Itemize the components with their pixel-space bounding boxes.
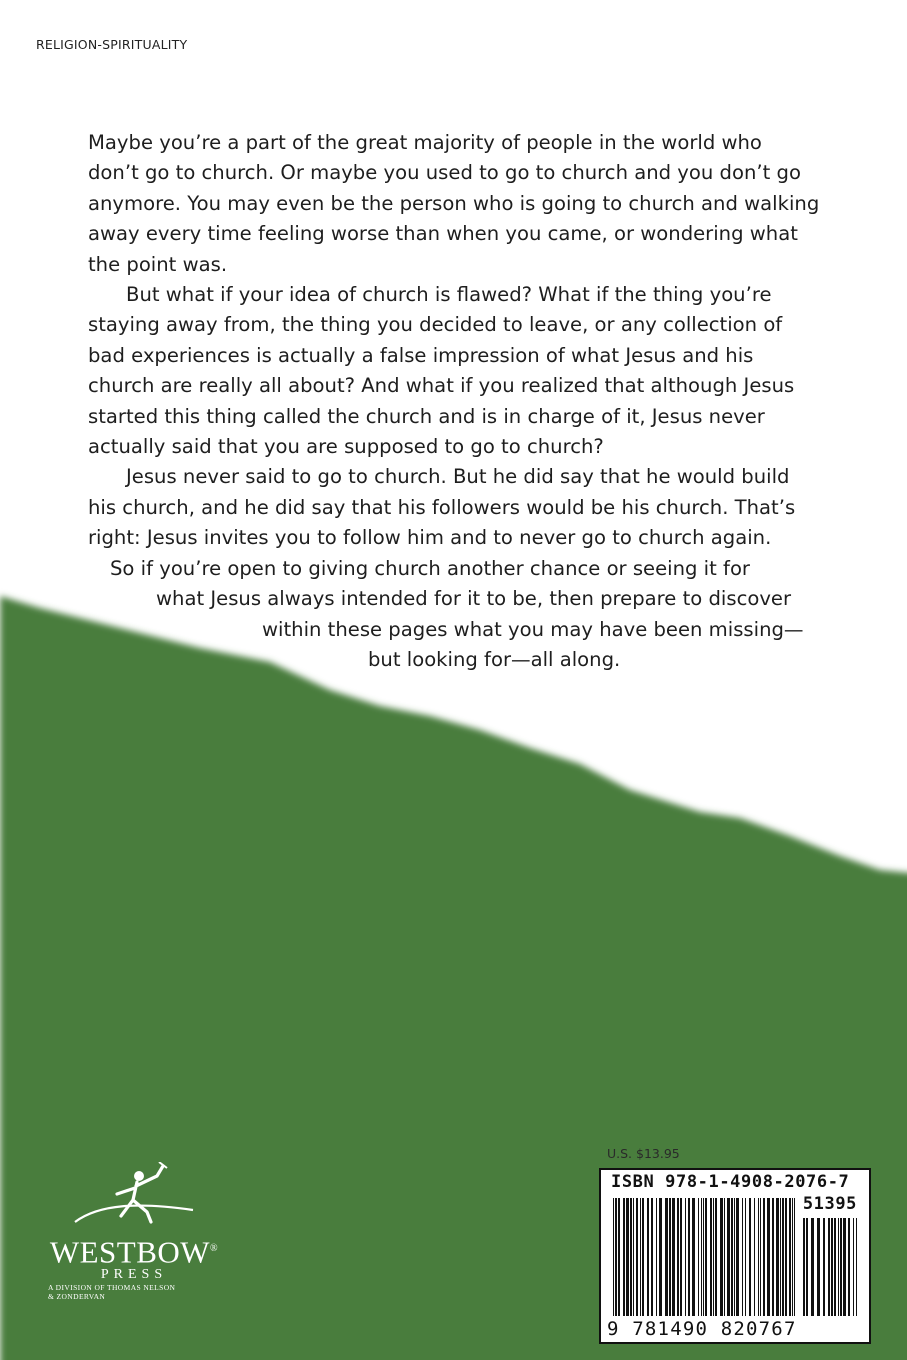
barcode-bar bbox=[640, 1198, 641, 1316]
barcode-bar bbox=[636, 1198, 638, 1316]
barcode-bar bbox=[803, 1218, 805, 1316]
figure-logo-icon bbox=[69, 1162, 199, 1230]
barcode-bar bbox=[742, 1198, 743, 1316]
blurb-closing-paragraph bbox=[88, 554, 828, 676]
barcode-bar bbox=[688, 1198, 690, 1316]
barcode-bar bbox=[789, 1198, 791, 1316]
category-label: RELIGION-SPIRITUALITY bbox=[36, 37, 188, 52]
barcode-image bbox=[609, 1198, 863, 1318]
blurb-line: away every time feeling worse than when you came, or wondering what bbox=[88, 222, 798, 246]
division-line-2: & ZONDERVAN bbox=[48, 1292, 106, 1302]
closing-line: but looking for—all along. bbox=[368, 647, 621, 671]
blurb-line: Jesus never said to go to church. But he did say that he would build bbox=[126, 465, 790, 489]
blurb-line: bad experiences is actually a false impression of what Jesus and his bbox=[88, 343, 754, 367]
barcode-bar bbox=[677, 1198, 679, 1316]
blurb-line: staying away from, the thing you decided to leave, or any collection of bbox=[88, 313, 783, 337]
barcode-bar bbox=[615, 1198, 617, 1316]
barcode-bar bbox=[749, 1198, 751, 1316]
closing-line: what Jesus always intended for it to be, then prepare to discover bbox=[156, 587, 792, 611]
barcode-bar bbox=[734, 1198, 735, 1316]
barcode-bar bbox=[623, 1198, 625, 1316]
blurb-line: his church, and he did say that his followers would be his church. That’s bbox=[88, 495, 796, 519]
closing-line: So if you’re open to giving church another chance or seeing it for bbox=[110, 556, 750, 580]
barcode-bar bbox=[792, 1198, 793, 1316]
barcode-bar bbox=[772, 1198, 774, 1316]
barcode-bar bbox=[758, 1198, 759, 1316]
barcode-bar bbox=[754, 1198, 755, 1316]
blurb-paragraph-2 bbox=[88, 280, 828, 462]
barcode-bar bbox=[703, 1198, 704, 1316]
barcode-bar bbox=[720, 1198, 723, 1316]
barcode-bar bbox=[672, 1198, 675, 1316]
barcode-bar bbox=[785, 1198, 787, 1316]
barcode-bar bbox=[630, 1198, 632, 1316]
publisher-press: PRESS bbox=[100, 1267, 168, 1283]
barcode-digits: 9 781490 820767 bbox=[607, 1318, 797, 1340]
blurb-line: anymore. You may even be the person who is going to church and walking bbox=[88, 191, 820, 215]
publisher-name-text: WESTBOW bbox=[49, 1234, 211, 1270]
barcode-bar bbox=[727, 1198, 730, 1316]
barcode-bar bbox=[692, 1198, 695, 1316]
blurb-line: Maybe you’re a part of the great majority of people in the world who bbox=[88, 131, 762, 154]
blurb-paragraph-3 bbox=[88, 462, 828, 553]
barcode-bar bbox=[713, 1198, 714, 1316]
blurb-line: the point was. bbox=[88, 252, 228, 276]
barcode-bar bbox=[618, 1198, 620, 1316]
barcode-bar bbox=[736, 1198, 739, 1316]
barcode-bar bbox=[767, 1198, 770, 1316]
barcode-bar bbox=[817, 1218, 820, 1316]
barcode-bar bbox=[848, 1218, 850, 1316]
barcode-bar bbox=[811, 1218, 814, 1316]
barcode-bar bbox=[715, 1198, 717, 1316]
publisher-logo bbox=[34, 1162, 234, 1352]
price-label: U.S. $13.95 bbox=[607, 1146, 680, 1161]
barcode-bar bbox=[710, 1198, 712, 1316]
barcode-bar bbox=[843, 1218, 846, 1316]
barcode-bar bbox=[642, 1198, 644, 1316]
barcode-bar bbox=[831, 1218, 833, 1316]
barcode-bar bbox=[763, 1198, 765, 1316]
blurb-line: actually said that you are supposed to go to church? bbox=[88, 435, 604, 459]
barcode-bar bbox=[776, 1198, 779, 1316]
barcode-bar bbox=[665, 1198, 668, 1316]
registered-mark: ® bbox=[210, 1243, 219, 1254]
publisher-name bbox=[34, 1232, 234, 1269]
blurb-line: don’t go to church. Or maybe you used to go to church and you don’t go bbox=[88, 161, 801, 185]
barcode-bar bbox=[731, 1198, 733, 1316]
blurb-line: started this thing called the church and is in charge of it, Jesus never bbox=[88, 404, 765, 428]
barcode-bar bbox=[806, 1218, 808, 1316]
isbn-addon-number: 51395 bbox=[802, 1194, 857, 1214]
barcode-bar bbox=[828, 1218, 830, 1316]
barcode-bar bbox=[647, 1198, 649, 1316]
barcode-bar bbox=[680, 1198, 682, 1316]
barcode-bar bbox=[856, 1218, 857, 1316]
closing-line: within these pages what you may have been missing— bbox=[262, 617, 804, 641]
barcode-bar bbox=[782, 1198, 784, 1316]
barcode-bar bbox=[685, 1198, 686, 1316]
division-line-1: A DIVISION OF THOMAS NELSON bbox=[48, 1283, 176, 1293]
barcode-bar bbox=[838, 1218, 839, 1316]
barcode-bar bbox=[840, 1218, 842, 1316]
barcode-bar bbox=[633, 1198, 634, 1316]
back-cover-blurb bbox=[88, 128, 828, 675]
publisher-division bbox=[48, 1283, 234, 1301]
barcode-bar bbox=[698, 1198, 699, 1316]
barcode-bar bbox=[705, 1198, 707, 1316]
blurb-line: church are really all about? And what if you realized that although Jesus bbox=[88, 374, 795, 398]
barcode-bar bbox=[760, 1198, 761, 1316]
barcode-bar bbox=[656, 1198, 657, 1316]
barcode-bar bbox=[701, 1198, 702, 1316]
barcode-bar bbox=[651, 1198, 653, 1316]
isbn-label: ISBN 978-1-4908-2076-7 bbox=[611, 1172, 850, 1192]
barcode-bar bbox=[780, 1198, 781, 1316]
blurb-line: But what if your idea of church is flawed? What if the thing you’re bbox=[126, 283, 772, 307]
barcode-bar bbox=[823, 1218, 825, 1316]
barcode-bar bbox=[626, 1198, 629, 1316]
barcode-bar bbox=[613, 1198, 614, 1316]
barcode-bar bbox=[794, 1198, 795, 1316]
barcode-bar bbox=[853, 1218, 854, 1316]
isbn-barcode-box bbox=[599, 1168, 871, 1344]
barcode-bar bbox=[724, 1198, 725, 1316]
blurb-paragraph-1 bbox=[88, 128, 828, 280]
blurb-line: right: Jesus invites you to follow him and to never go to church again. bbox=[88, 526, 772, 550]
barcode-bar bbox=[834, 1218, 836, 1316]
barcode-bar bbox=[669, 1198, 671, 1316]
barcode-bar bbox=[745, 1198, 746, 1316]
barcode-bar bbox=[659, 1198, 662, 1316]
